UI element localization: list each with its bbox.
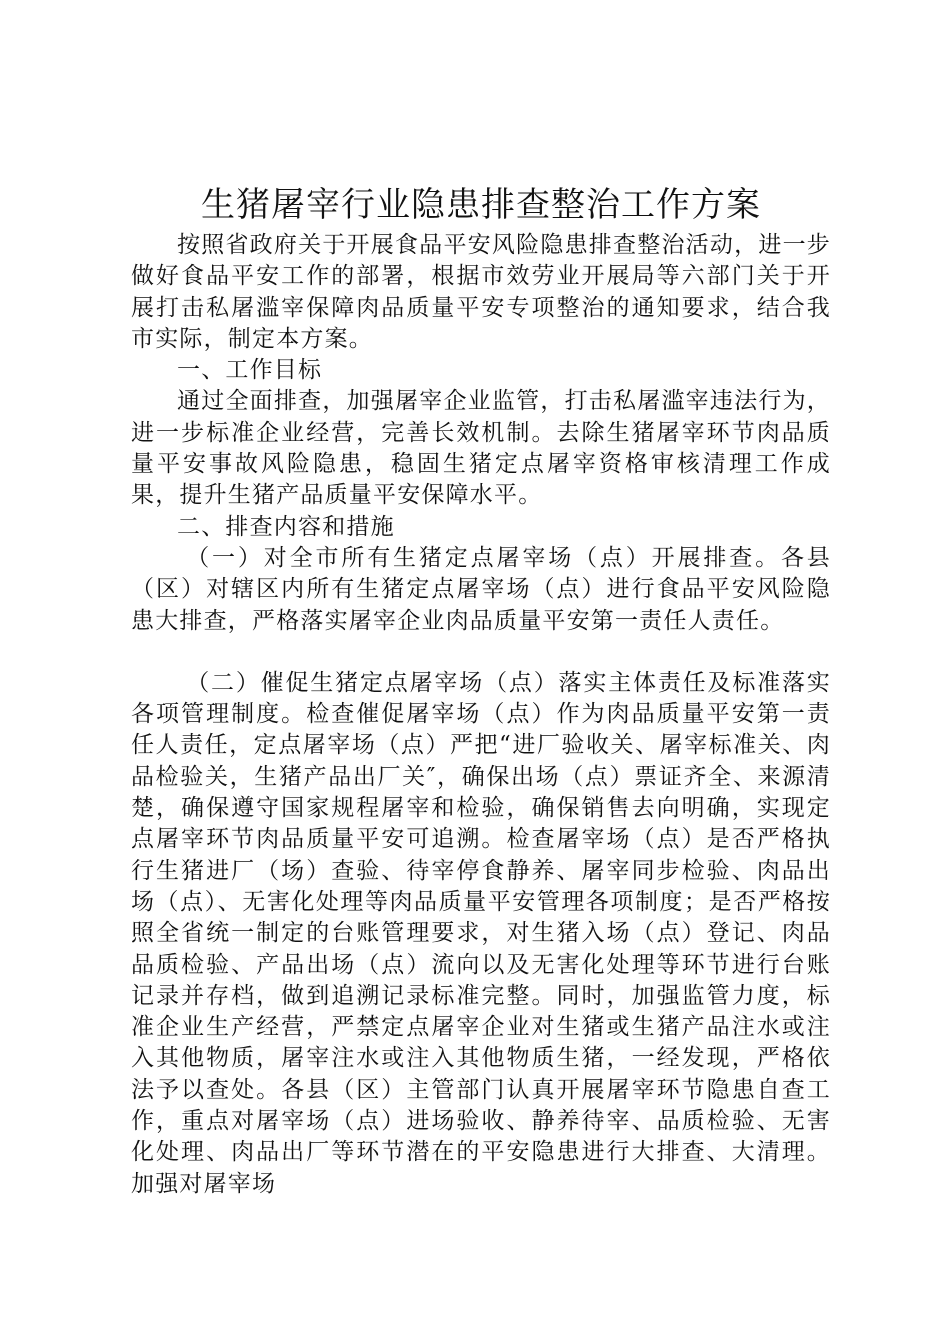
goals-paragraph: 通过全面排查，加强屠宰企业监管，打击私屠滥宰违法行为，进一步标准企业经营，完善长效机制。去除生猪屠宰环节肉品质量平安事故风险隐患，稳固生猪定点屠宰资格审核清理工作成果，提升生猪产品质量平安保障水平。 (131, 388, 831, 509)
paragraph-spacer (131, 637, 831, 668)
document-page (131, 182, 831, 1200)
measure-1-paragraph: （一）对全市所有生猪定点屠宰场（点）开展排查。各县（区）对辖区内所有生猪定点屠宰场（点）进行食品平安风险隐患大排查，严格落实屠宰企业肉品质量平安第一责任人责任。 (131, 544, 831, 634)
section-heading-measures: 二、排查内容和措施 (177, 513, 395, 540)
intro-paragraph: 按照省政府关于开展食品平安风险隐患排查整治活动，进一步做好食品平安工作的部署，根据市效劳业开展局等六部门关于开展打击私屠滥宰保障肉品质量平安专项整治的通知要求，结合我市实际，制定本方案。 (131, 232, 831, 352)
section-heading-goals: 一、工作目标 (177, 357, 323, 384)
measure-2-paragraph: （二）催促生猪定点屠宰场（点）落实主体责任及标准落实各项管理制度。检查催促屠宰场（点）作为肉品质量平安第一责任人责任，定点屠宰场（点）严把“进厂验收关、屠宰标准关、肉品检验关，生猪产品出厂关″，确保出场（点）票证齐全、来源清楚，确保遵守国家规程屠宰和检验，确保销售去向明确，实现定点屠宰环节肉品质量平安可追溯。检查屠宰场（点）是否严格执行生猪进厂（场）查验、待宰停食静养、屠宰同步检验、肉品出场（点）、无害化处理等肉品质量平安管理各项制度；是否严格按照全省统一制定的台账管理要求，对生猪入场（点）登记、肉品品质检验、产品出场（点）流向以及无害化处理等环节进行台账记录并存档，做到追溯记录标准完整。同时，加强监管力度，标准企业生产经营，严禁定点屠宰企业对生猪或生猪产品注水或注入其他物质，屠宰注水或注入其他物质生猪，一经发现，严格依法予以查处。各县（区）主管部门认真开展屠宰环节隐患自查工作，重点对屠宰场（点）进场验收、静养待宰、品质检验、无害化处理、肉品出厂等环节潜在的平安隐患进行大排查、大清理。加强对屠宰场 (131, 669, 831, 1197)
document-title: 生猪屠宰行业隐患排查整治工作方案 (201, 185, 761, 225)
